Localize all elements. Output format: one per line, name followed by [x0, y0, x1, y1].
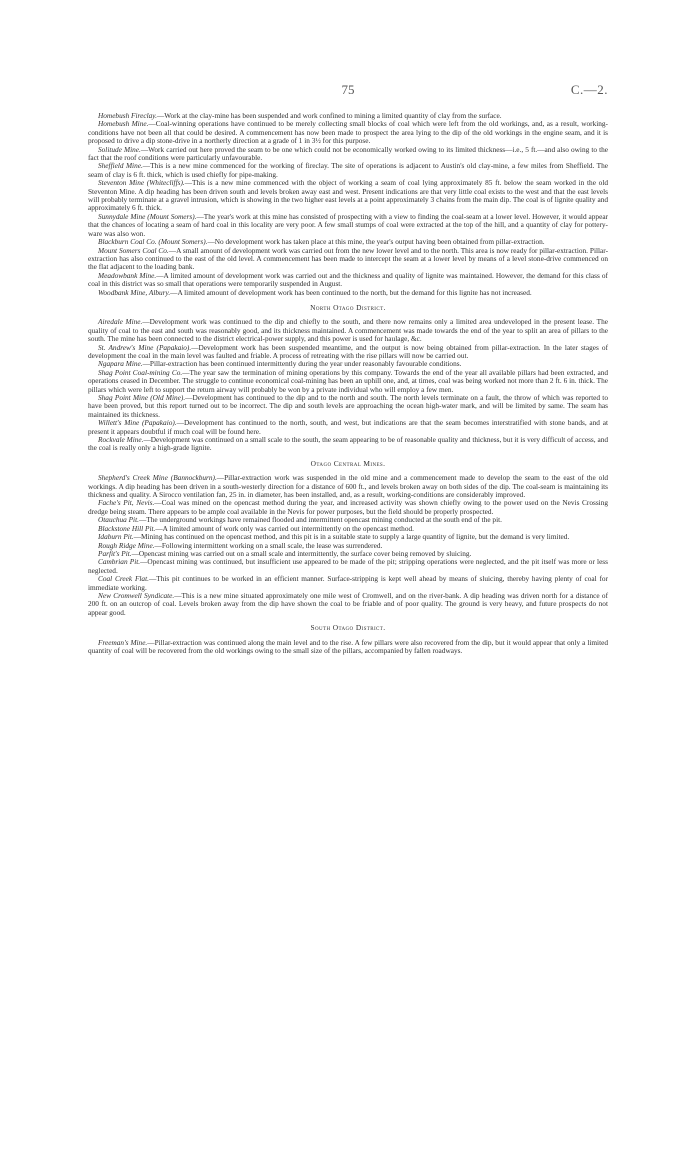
- mine-text: —The year saw the termination of mining operations by this company. Towards the end of the year all available pillars had been extracted, and operations ceased in December. The struggle to continue economical coal-mining has been an uphill one, and, at times, coal was being worked not more than 2 ft. 6 in. thick. The pillars which were left to support the return airway will probably be won by a private individual who will employ a few men.: [88, 367, 608, 394]
- mine-text: —This is a new mine commenced with the object of working a seam of coal lying approximately 85 ft. below the seam worked in the old Steventon Mine. A dip heading has been driven south and levels broken away east and west. Present indications are that very little coal exists to the west and that the east levels will probably terminate at a gravel intrusion, which is showing in the two higher east levels at a point approximately 3 chains from the main dip. The coal is of lignite quality and approximately 6 ft. thick.: [88, 178, 608, 213]
- mine-paragraph: [88, 639, 608, 656]
- mine-paragraph: [88, 289, 608, 297]
- mine-name: Homebush Fireclay.: [98, 111, 157, 120]
- mine-name: Parfit's Pit.: [98, 548, 132, 558]
- document-page: [88, 82, 609, 655]
- mine-paragraph: [88, 575, 608, 592]
- mine-text: —Development work was continued to the dip and chiefly to the south, and there now remains only a limited area undeveloped in the present lease. The quality of coal to the east and south was reasonably good, and its thickness maintained. A commencement was made towards the end of the year to split an area of pillars to the south. The mine has been connected to the district electrical-power supply, and this power is used for haulage, &c.: [88, 317, 608, 344]
- mine-text: —A small amount of development work was carried out from the new lower level and to the north. This area is now ready for pillar-extraction. Pillar-extraction has also continued to the east of the old level. A commencement has been made to intercept the seam at a lower level by means of a level stone-drive commenced on the flat adjacent to the loading bank.: [88, 245, 608, 272]
- mine-name: Shag Point Mine (Old Mine).: [98, 393, 186, 402]
- mine-paragraph: [88, 558, 608, 575]
- mine-name: Fache's Pit, Nevis.: [98, 498, 155, 508]
- mine-name: Airedale Mine.: [98, 317, 143, 327]
- mine-text: —The underground workings have remained flooded and intermittent opencast mining conducted at the south end of the pit.: [138, 515, 502, 525]
- mine-name: Rough Ridge Mine.: [98, 540, 155, 550]
- mine-name: Otauchua Pit.: [98, 515, 139, 525]
- mine-paragraph: [88, 272, 608, 289]
- mine-paragraph: [88, 179, 608, 213]
- mine-text: —No development work has taken place at this mine, the year's output having been obtained from pillar-extraction.: [207, 237, 545, 247]
- section-heading: South Otago District.: [310, 623, 386, 633]
- document-reference: C.—2.: [570, 82, 608, 97]
- mine-paragraph: [88, 120, 608, 145]
- mine-name: Solitude Mine.: [98, 144, 141, 154]
- mine-name: Sheffield Mine.: [98, 161, 143, 171]
- mine-paragraph: [88, 419, 608, 436]
- mine-name: Ngapara Mine.: [98, 359, 143, 369]
- mine-text: —Mining has continued on the opencast method, and this pit is in a suitable state to supply a large quantity of lignite, but the demand is very limited.: [133, 532, 570, 542]
- mine-text: —Coal-winning operations have continued to be merely collecting small blocks of coal which were left from the old workings, and, as a result, working-conditions have not been all that could be desired. A commencement has now been made to prospect the area lying to the dip of the old workings in the engine seam, and it is proposed to drive a dip stone-drive in a northerly direction at a grade of 1 in 3½ for this purpose.: [88, 119, 608, 146]
- section-heading: North Otago District.: [310, 302, 386, 312]
- mine-paragraph: [88, 162, 608, 179]
- mine-text: —This is a new mine commenced for the working of fireclay. The site of operations is adjacent to Austin's old clay-mine, a few miles from Sheffield. The seam of clay is 6 ft. thick, which is used chiefly for pipe-making.: [88, 161, 608, 179]
- mine-name: Freeman's Mine.: [98, 637, 148, 647]
- mine-text: —Opencast mining was carried out on a small scale and intermittently, the surface cover being removed by sluicing.: [131, 548, 472, 558]
- mine-name: Shag Point Coal-mining Co.: [98, 367, 183, 377]
- mine-text: —Development has continued to the north, south, and west, but indications are that the seam becomes interstratified with stone bands, and at present it appears doubtful if much coal will be found here.: [88, 418, 608, 436]
- section-heading: Otago Central Mines.: [310, 458, 386, 468]
- mine-text: —A limited amount of work only was carried out intermittently on the opencast method.: [155, 523, 414, 533]
- mine-paragraph: [88, 436, 608, 453]
- mine-name: Steventon Mine (Whitecliffs).: [98, 178, 185, 188]
- mine-name: Blackburn Coal Co. (Mount Somers).: [98, 237, 208, 247]
- mine-name: St. Andrew's Mine (Papakaio).: [98, 342, 192, 352]
- mine-paragraph: [88, 394, 608, 419]
- mine-name: Woodbank Mine, Albury.: [98, 287, 171, 297]
- mine-name: Willett's Mine (Papakaio).: [98, 418, 177, 428]
- page-number: 75: [341, 82, 355, 97]
- mine-name: Cambrian Pit.: [98, 557, 141, 567]
- mine-text: —This pit continues to be worked in an efficient manner. Surface-stripping is kept well ahead by means of sluicing, thereby having plenty of coal for immediate working.: [88, 574, 608, 592]
- mine-name: New Cromwell Syndicate.: [98, 590, 175, 600]
- mine-text: —Coal was mined on the opencast method during the year, and increased activity was shown chiefly owing to the power used on the Nevis Crossing dredge being steam. There appears to be ample coal available in the Nevis for power purposes, but the field should be properly prospected.: [88, 498, 608, 516]
- mine-text: —This is a new mine situated approximately one mile west of Cromwell, and on the river-bank. A dip heading was driven north for a distance of 200 ft. on an outcrop of coal. Levels broken away from the dip have shown the coal to be friable and of poor quality. The ground is very heavy, and future prospects do not appear good.: [88, 590, 608, 617]
- mine-paragraph: [88, 146, 608, 163]
- mine-paragraph: [88, 369, 608, 394]
- mine-text: —Work carried out here proved the seam to be one which could not be economically worked owing to its limited thickness—i.e., 5 ft.—and also owing to the fact that the roof conditions were particularly unfavourable.: [88, 144, 608, 163]
- mine-text: —Pillar-extraction was continued along the main level and to the rise. A few pillars were also recovered from the dip, but it would appear that only a limited quantity of coal will be recovered from the old workings owing to the small size of the pillars, accompanied by fallen roadways.: [88, 637, 608, 655]
- document-body: [88, 112, 608, 655]
- mine-text: —Pillar-extraction has been continued intermittently during the year under reasonably favourable conditions.: [142, 359, 462, 369]
- mine-name: Homebush Mine.: [98, 119, 149, 129]
- mine-name: Coal Creek Flat.: [98, 574, 149, 584]
- mine-name: Blackstone Hill Pit.: [98, 523, 156, 533]
- mine-paragraph: [88, 499, 608, 516]
- mine-text: —Development was continued on a small scale to the south, the seam appearing to be of reasonable quality and thickness, but it is very difficult of access, and the coal is really only a high-grade lignite.: [88, 435, 608, 453]
- page-header: [88, 82, 608, 108]
- mine-name: Meadowbank Mine.: [98, 270, 157, 280]
- mine-paragraph: [88, 344, 608, 361]
- mine-name: Shepherd's Creek Mine (Bannockburn).: [98, 473, 217, 483]
- mine-paragraph: [88, 474, 608, 499]
- mine-text: —A limited amount of development work was carried out and the thickness and quality of lignite was maintained. However, the demand for this class of coal in this district was so small that operations were temporarily suspended in August.: [88, 270, 608, 289]
- mine-paragraph: [88, 318, 608, 343]
- mine-text: —Opencast mining was continued, but insufficient use appeared to be made of the pit; stripping operations were neglected, and the pit itself was more or less neglected.: [88, 557, 608, 575]
- mine-paragraph: [88, 247, 608, 272]
- mine-text: —Development work has been suspended meantime, and the output is now being obtained from pillar-extraction. In the later stages of development the coal in the main level was faulted and friable. A process of retreating with the rise pillars will now be carried out.: [88, 342, 609, 360]
- mine-text: —The year's work at this mine has consisted of prospecting with a view to finding the coal-seam at a lower level. However, it would appear that the chances of locating a seam of hard coal in this locality are very poor. A few small stumps of coal were extracted at the top of the hill, and a quantity of clay for pottery-ware was also won.: [88, 211, 608, 238]
- mine-text: —Work at the clay-mine has been suspended and work confined to mining a limited quantity of clay from the surface.: [156, 111, 502, 120]
- mine-text: —A limited amount of development work has been continued to the north, but the demand for this lignite has not increased.: [170, 287, 532, 297]
- mine-text: —Development has continued to the dip and to the north and south. The north levels terminate on a fault, the throw of which was reported to have been proved, but this report turned out to be incorrect. The dip and south levels are approaching the ocean high-water mark, and will be limited by same. The seam has maintained its thickness.: [88, 393, 608, 419]
- mine-name: Idaburn Pit.: [98, 532, 134, 542]
- mine-paragraph: [88, 592, 608, 617]
- mine-paragraph: [88, 213, 608, 238]
- mine-text: —Following intermittent working on a small scale, the lease was surrendered.: [154, 540, 383, 550]
- mine-text: —Pillar-extraction work was suspended in the old mine and a commencement made to develop the seam to the east of the old workings. A dip heading has been driven in a south-westerly direction for a distance of 600 ft., and levels broken away on both sides of the dip. The coal-seam is maintaining its thickness and quality. A Sirocco ventilation fan, 25 in. in diameter, has been installed, and, as a result, working-conditions are considerably improved.: [88, 473, 608, 500]
- mine-name: Mount Somers Coal Co.: [98, 245, 169, 255]
- mine-name: Sunnydale Mine (Mount Somers).: [98, 211, 197, 221]
- mine-name: Rockvale Mine.: [98, 435, 144, 445]
